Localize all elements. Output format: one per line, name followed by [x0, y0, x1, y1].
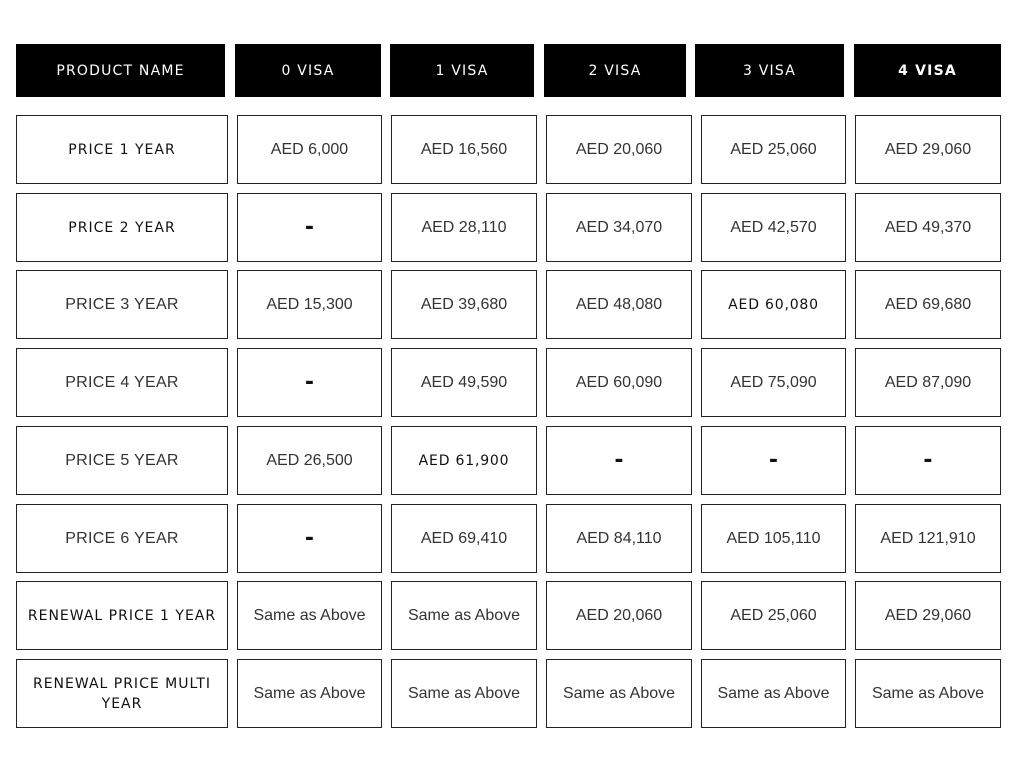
header-0-visa: 0 VISA	[235, 44, 381, 97]
cell-price-1-year-0-visa: AED 6,000	[237, 115, 382, 184]
cell-renewal-1-year-4-visa: AED 29,060	[855, 581, 1001, 650]
cell-price-5-year-2-visa: -	[546, 426, 692, 495]
cell-price-3-year-1-visa: AED 39,680	[391, 270, 537, 339]
cell-price-1-year-2-visa: AED 20,060	[546, 115, 692, 184]
cell-price-1-year-4-visa: AED 29,060	[855, 115, 1001, 184]
cell-price-6-year-1-visa: AED 69,410	[391, 504, 537, 573]
cell-renewal-1-year-2-visa: AED 20,060	[546, 581, 692, 650]
cell-price-3-year-3-visa: AED 60,080	[701, 270, 846, 339]
cell-price-6-year-4-visa: AED 121,910	[855, 504, 1001, 573]
header-3-visa: 3 VISA	[695, 44, 844, 97]
cell-price-6-year-2-visa: AED 84,110	[546, 504, 692, 573]
header-product-name: PRODUCT NAME	[16, 44, 225, 97]
row-label-renewal-price-multi-year: RENEWAL PRICE MULTI YEAR	[16, 659, 228, 728]
cell-price-3-year-0-visa: AED 15,300	[237, 270, 382, 339]
cell-price-4-year-0-visa: -	[237, 348, 382, 417]
cell-renewal-multi-year-1-visa: Same as Above	[391, 659, 537, 728]
cell-price-6-year-0-visa: -	[237, 504, 382, 573]
cell-renewal-multi-year-4-visa: Same as Above	[855, 659, 1001, 728]
cell-price-3-year-2-visa: AED 48,080	[546, 270, 692, 339]
cell-price-4-year-3-visa: AED 75,090	[701, 348, 846, 417]
cell-price-1-year-3-visa: AED 25,060	[701, 115, 846, 184]
cell-price-2-year-0-visa: -	[237, 193, 382, 262]
row-label-price-2-year: PRICE 2 YEAR	[16, 193, 228, 262]
cell-price-5-year-1-visa: AED 61,900	[391, 426, 537, 495]
row-label-price-3-year: PRICE 3 YEAR	[16, 270, 228, 339]
cell-price-2-year-2-visa: AED 34,070	[546, 193, 692, 262]
cell-price-5-year-0-visa: AED 26,500	[237, 426, 382, 495]
cell-price-5-year-3-visa: -	[701, 426, 846, 495]
cell-renewal-1-year-0-visa: Same as Above	[237, 581, 382, 650]
row-label-price-5-year: PRICE 5 YEAR	[16, 426, 228, 495]
cell-price-5-year-4-visa: -	[855, 426, 1001, 495]
cell-renewal-multi-year-2-visa: Same as Above	[546, 659, 692, 728]
cell-price-6-year-3-visa: AED 105,110	[701, 504, 846, 573]
cell-price-2-year-4-visa: AED 49,370	[855, 193, 1001, 262]
cell-renewal-1-year-1-visa: Same as Above	[391, 581, 537, 650]
row-label-price-6-year: PRICE 6 YEAR	[16, 504, 228, 573]
row-label-price-1-year: PRICE 1 YEAR	[16, 115, 228, 184]
header-2-visa: 2 VISA	[544, 44, 686, 97]
cell-price-1-year-1-visa: AED 16,560	[391, 115, 537, 184]
cell-price-2-year-1-visa: AED 28,110	[391, 193, 537, 262]
cell-renewal-1-year-3-visa: AED 25,060	[701, 581, 846, 650]
cell-price-3-year-4-visa: AED 69,680	[855, 270, 1001, 339]
cell-price-4-year-1-visa: AED 49,590	[391, 348, 537, 417]
cell-renewal-multi-year-3-visa: Same as Above	[701, 659, 846, 728]
cell-price-2-year-3-visa: AED 42,570	[701, 193, 846, 262]
header-4-visa: 4 VISA	[854, 44, 1001, 97]
cell-price-4-year-4-visa: AED 87,090	[855, 348, 1001, 417]
cell-renewal-multi-year-0-visa: Same as Above	[237, 659, 382, 728]
row-label-renewal-price-1-year: RENEWAL PRICE 1 YEAR	[16, 581, 228, 650]
cell-price-4-year-2-visa: AED 60,090	[546, 348, 692, 417]
row-label-price-4-year: PRICE 4 YEAR	[16, 348, 228, 417]
header-1-visa: 1 VISA	[390, 44, 534, 97]
